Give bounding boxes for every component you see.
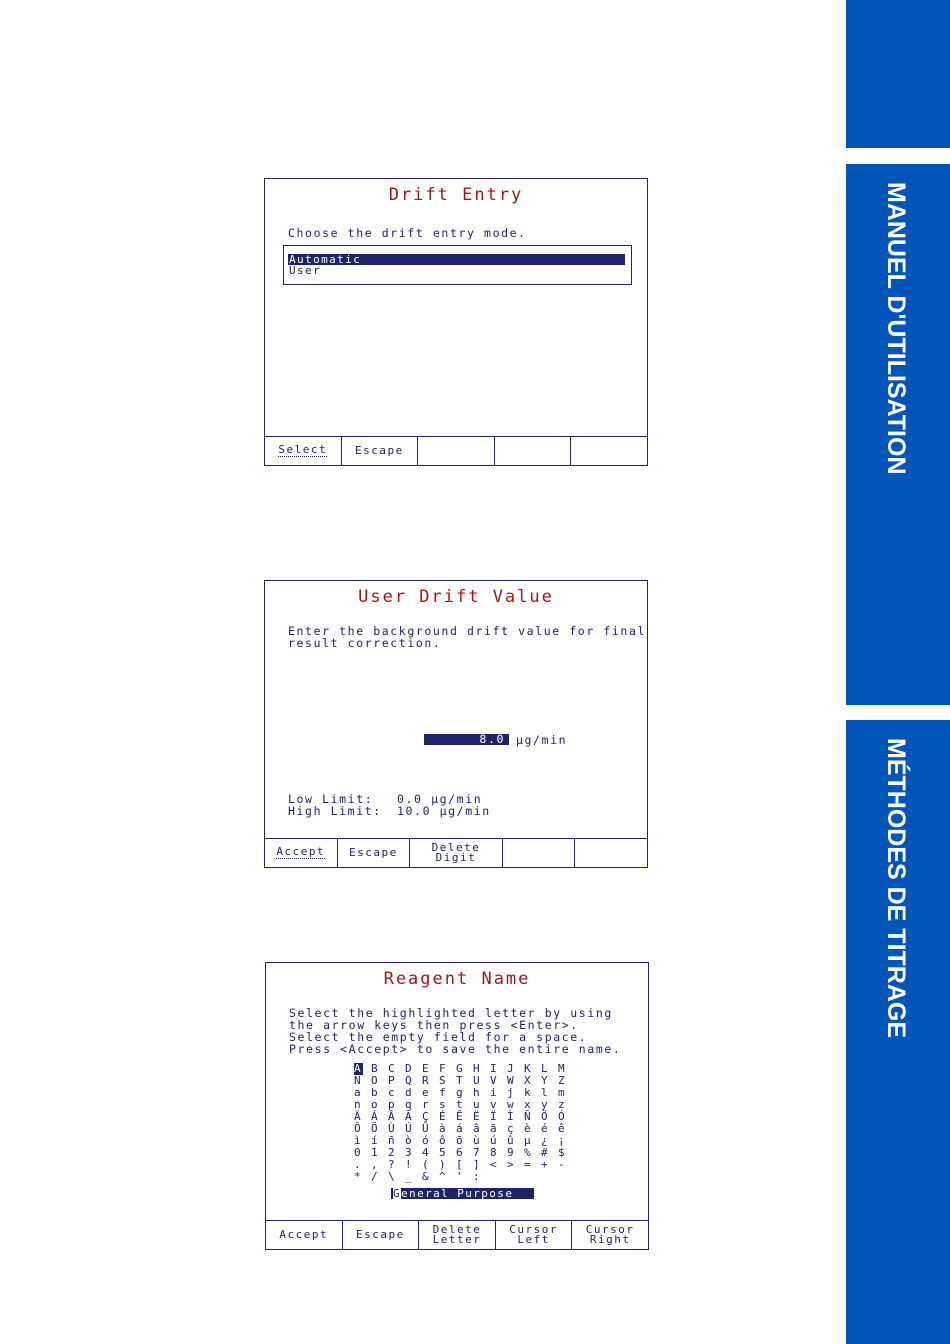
list-item-user[interactable]: User <box>289 264 322 277</box>
char-cell[interactable]: H <box>473 1062 480 1075</box>
char-cell[interactable]: # <box>541 1146 548 1159</box>
drift-entry-screen <box>264 178 648 466</box>
side-tab-titration-methods <box>846 720 950 1344</box>
char-cell[interactable]: ] <box>473 1158 480 1171</box>
char-cell[interactable]: V <box>490 1074 497 1087</box>
char-cell[interactable]: â <box>473 1122 480 1135</box>
char-cell[interactable] <box>490 1171 507 1183</box>
side-tab-titration-methods-label: MÉTHODES DE TITRAGE <box>882 738 910 1039</box>
char-cell[interactable]: Â <box>388 1110 395 1123</box>
char-cell[interactable]: z <box>558 1098 565 1111</box>
char-cell[interactable]: 8 <box>490 1146 497 1159</box>
char-cell[interactable]: w <box>507 1098 514 1111</box>
char-cell[interactable]: µ <box>524 1134 531 1147</box>
escape-softkey[interactable] <box>342 437 419 465</box>
char-cell[interactable]: ! <box>405 1158 412 1171</box>
char-cell[interactable]: N <box>354 1074 361 1087</box>
drift-value-input[interactable]: 8.0 <box>424 734 509 745</box>
accept-softkey[interactable] <box>265 839 338 867</box>
char-cell[interactable]: Ï <box>490 1110 497 1123</box>
char-cell[interactable]: i <box>490 1086 497 1099</box>
char-cell[interactable]: u <box>473 1098 480 1111</box>
char-cell[interactable]: b <box>371 1086 378 1099</box>
char-cell[interactable]: Z <box>558 1074 565 1087</box>
char-cell[interactable] <box>524 1171 541 1183</box>
cursor-right-softkey[interactable] <box>572 1221 648 1249</box>
char-cell[interactable]: Ô <box>354 1122 361 1135</box>
high-limit-value: 10.0 µg/min <box>397 804 491 818</box>
char-cell[interactable]: X <box>524 1074 531 1087</box>
char-cell[interactable]: è <box>524 1122 531 1135</box>
softkey-4[interactable] <box>495 437 572 465</box>
escape-softkey-label: Escape <box>356 1228 405 1241</box>
delete-letter-softkey[interactable] <box>419 1221 496 1249</box>
char-cell[interactable]: k <box>524 1086 531 1099</box>
char-cell[interactable]: ì <box>354 1134 361 1147</box>
char-cell[interactable]: ? <box>388 1158 395 1171</box>
char-cell[interactable]: $ <box>558 1146 565 1159</box>
char-cell[interactable]: Ë <box>473 1110 480 1123</box>
char-cell[interactable]: I <box>490 1062 497 1075</box>
user-drift-value-screen <box>264 580 648 868</box>
char-cell[interactable]: ç <box>507 1122 514 1135</box>
char-cell[interactable]: ó <box>422 1134 429 1147</box>
prompt-line-1: Select the highlighted letter by using <box>289 1006 613 1020</box>
char-cell[interactable]: / <box>371 1170 378 1183</box>
prompt-line-4: Press <Accept> to save the entire name. <box>289 1042 622 1056</box>
char-cell[interactable]: M <box>558 1062 565 1075</box>
char-cell[interactable]: o <box>371 1098 378 1111</box>
char-cell[interactable]: & <box>422 1170 429 1183</box>
char-cell[interactable]: Õ <box>371 1122 378 1135</box>
char-cell[interactable]: q <box>405 1098 412 1111</box>
char-cell[interactable]: h <box>473 1086 480 1099</box>
char-cell[interactable]: ) <box>439 1158 446 1171</box>
char-cell[interactable]: 2 <box>388 1146 395 1159</box>
char-cell[interactable]: m <box>558 1086 565 1099</box>
char-cell[interactable]: 1 <box>371 1146 378 1159</box>
char-cell[interactable]: A <box>354 1063 363 1075</box>
char-cell[interactable]: Ä <box>354 1110 361 1123</box>
char-cell[interactable]: L <box>541 1062 548 1075</box>
softkey-bar <box>266 1220 648 1249</box>
char-cell[interactable]: ô <box>439 1134 446 1147</box>
char-cell[interactable]: Ú <box>405 1122 412 1135</box>
char-cell[interactable]: Ã <box>405 1110 412 1123</box>
char-cell[interactable]: * <box>354 1170 361 1183</box>
name-cursor: G <box>393 1187 402 1200</box>
char-cell[interactable]: Ç <box>422 1110 429 1123</box>
char-cell[interactable]: Û <box>422 1122 429 1135</box>
char-cell[interactable]: W <box>507 1074 514 1087</box>
screen-title: Reagent Name <box>383 969 531 989</box>
char-cell[interactable]: > <box>507 1158 514 1171</box>
char-cell[interactable]: : <box>473 1170 480 1183</box>
char-cell[interactable] <box>558 1171 575 1183</box>
side-tab-user-manual <box>846 164 950 705</box>
accept-softkey-label: Accept <box>279 1228 329 1241</box>
char-cell[interactable]: ¿ <box>541 1134 548 1147</box>
select-softkey-label: Select <box>278 443 328 456</box>
prompt-line-3: Select the empty field for a space. <box>289 1030 588 1044</box>
side-tab-user-manual-label: MANUEL D'UTILISATION <box>882 182 910 475</box>
cursor-left-softkey-label: Cursor Left <box>509 1223 558 1246</box>
char-cell[interactable]: = <box>524 1158 531 1171</box>
low-limit-value: 0.0 µg/min <box>397 792 483 806</box>
char-cell[interactable]: a <box>354 1086 361 1099</box>
softkey-3[interactable] <box>418 437 495 465</box>
char-cell[interactable] <box>541 1171 558 1183</box>
softkey-5[interactable] <box>575 839 647 867</box>
char-cell[interactable]: K <box>524 1062 531 1075</box>
char-cell[interactable]: Ù <box>388 1122 395 1135</box>
char-cell[interactable]: x <box>524 1098 531 1111</box>
char-cell[interactable]: ù <box>473 1134 480 1147</box>
char-cell[interactable]: < <box>490 1158 497 1171</box>
softkey-bar <box>265 436 647 465</box>
char-cell[interactable]: U <box>473 1074 480 1087</box>
char-cell[interactable]: D <box>405 1062 412 1075</box>
char-cell[interactable]: í <box>371 1134 378 1147</box>
drift-value-unit: µg/min <box>516 733 568 747</box>
char-cell[interactable]: Ö <box>541 1110 548 1123</box>
escape-softkey-label: Escape <box>355 444 404 457</box>
select-softkey[interactable] <box>265 437 342 465</box>
char-cell[interactable]: É <box>439 1110 446 1123</box>
char-cell[interactable]: Y <box>541 1074 548 1087</box>
screen-title: User Drift Value <box>358 587 554 607</box>
prompt-line-1: Enter the background drift value for final <box>288 624 646 638</box>
char-cell[interactable]: r <box>422 1098 429 1111</box>
char-cell[interactable]: [ <box>456 1158 463 1171</box>
char-row <box>354 1171 575 1183</box>
char-cell[interactable]: f <box>439 1086 446 1099</box>
character-picker[interactable] <box>354 1063 575 1183</box>
drift-mode-list[interactable] <box>283 245 632 285</box>
char-cell[interactable]: t <box>456 1098 463 1111</box>
name-text: eneral Purpose <box>401 1187 514 1200</box>
char-cell[interactable]: Ñ <box>524 1110 531 1123</box>
char-cell[interactable]: j <box>507 1086 514 1099</box>
char-cell[interactable]: 5 <box>439 1146 446 1159</box>
char-cell[interactable]: v <box>490 1098 497 1111</box>
char-cell[interactable]: g <box>456 1086 463 1099</box>
char-cell[interactable]: C <box>388 1062 395 1075</box>
char-cell[interactable]: ú <box>490 1134 497 1147</box>
char-cell[interactable]: P <box>388 1074 395 1087</box>
char-cell[interactable]: p <box>388 1098 395 1111</box>
char-cell[interactable]: % <box>524 1146 531 1159</box>
prompt-line-2: the arrow keys then press <Enter>. <box>289 1018 579 1032</box>
softkey-4[interactable] <box>503 839 576 867</box>
char-cell[interactable]: . <box>354 1158 361 1171</box>
char-cell[interactable]: Ì <box>507 1110 514 1123</box>
char-cell[interactable]: Á <box>371 1110 378 1123</box>
char-cell[interactable]: n <box>354 1098 361 1111</box>
screen-title: Drift Entry <box>388 185 524 205</box>
char-cell[interactable]: 6 <box>456 1146 463 1159</box>
low-limit-label: Low Limit: <box>288 792 374 806</box>
char-cell[interactable]: 3 <box>405 1146 412 1159</box>
char-cell[interactable]: Ê <box>456 1110 463 1123</box>
cursor-right-softkey-label: Cursor Right <box>585 1223 635 1246</box>
char-cell[interactable]: B <box>371 1062 378 1075</box>
char-cell[interactable]: Q <box>405 1074 412 1087</box>
delete-digit-softkey[interactable] <box>410 839 503 867</box>
char-cell[interactable]: é <box>541 1122 548 1135</box>
char-cell[interactable]: y <box>541 1098 548 1111</box>
delete-letter-softkey-label: Delete Letter <box>432 1223 482 1246</box>
char-cell[interactable]: R <box>422 1074 429 1087</box>
char-cell[interactable]: e <box>422 1086 429 1099</box>
char-cell[interactable]: l <box>541 1086 548 1099</box>
char-cell[interactable]: ò <box>405 1134 412 1147</box>
softkey-bar <box>265 838 647 867</box>
char-cell[interactable]: ' <box>456 1170 463 1183</box>
char-cell[interactable]: ^ <box>439 1170 446 1183</box>
prompt-text: Choose the drift entry mode. <box>288 226 527 240</box>
high-limit-label: High Limit: <box>288 804 382 818</box>
char-cell[interactable]: - <box>558 1158 565 1171</box>
char-cell[interactable] <box>507 1171 524 1183</box>
char-cell[interactable]: O <box>371 1074 378 1087</box>
cursor-left-softkey[interactable] <box>496 1221 573 1249</box>
char-cell[interactable]: ¡ <box>558 1134 565 1147</box>
char-cell[interactable]: F <box>439 1062 446 1075</box>
char-cell[interactable]: á <box>456 1122 463 1135</box>
char-cell[interactable]: õ <box>456 1134 463 1147</box>
char-cell[interactable]: G <box>456 1062 463 1075</box>
char-cell[interactable]: à <box>439 1122 446 1135</box>
char-cell[interactable]: Ó <box>558 1110 565 1123</box>
accept-softkey[interactable] <box>266 1221 343 1249</box>
side-tab-top-block <box>846 0 950 148</box>
char-cell[interactable]: S <box>439 1074 446 1087</box>
list-item-automatic[interactable]: Automatic <box>288 254 625 265</box>
escape-softkey-label: Escape <box>349 846 398 859</box>
char-cell[interactable]: J <box>507 1062 514 1075</box>
char-cell[interactable]: c <box>388 1086 395 1099</box>
char-cell[interactable]: ã <box>490 1122 497 1135</box>
reagent-name-screen <box>265 962 649 1250</box>
char-cell[interactable]: E <box>422 1062 429 1075</box>
char-cell[interactable]: \ <box>388 1170 395 1183</box>
accept-softkey-label: Accept <box>276 845 326 858</box>
char-cell[interactable]: s <box>439 1098 446 1111</box>
softkey-5[interactable] <box>571 437 647 465</box>
char-cell[interactable]: T <box>456 1074 463 1087</box>
char-cell[interactable]: ê <box>558 1122 565 1135</box>
char-cell[interactable]: , <box>371 1158 378 1171</box>
char-cell[interactable]: ñ <box>388 1134 395 1147</box>
escape-softkey[interactable] <box>338 839 411 867</box>
char-cell[interactable]: û <box>507 1134 514 1147</box>
char-cell[interactable]: d <box>405 1086 412 1099</box>
escape-softkey[interactable] <box>343 1221 420 1249</box>
char-cell[interactable]: ( <box>422 1158 429 1171</box>
char-cell[interactable]: 7 <box>473 1146 480 1159</box>
char-cell[interactable]: + <box>541 1158 548 1171</box>
char-cell[interactable]: _ <box>405 1170 412 1183</box>
prompt-line-2: result correction. <box>288 636 442 650</box>
char-cell[interactable]: 4 <box>422 1146 429 1159</box>
delete-digit-softkey-label: Delete Digit <box>431 841 481 864</box>
char-cell[interactable]: 0 <box>354 1146 361 1159</box>
char-cell[interactable]: 9 <box>507 1146 514 1159</box>
reagent-name-input[interactable] <box>391 1188 534 1199</box>
